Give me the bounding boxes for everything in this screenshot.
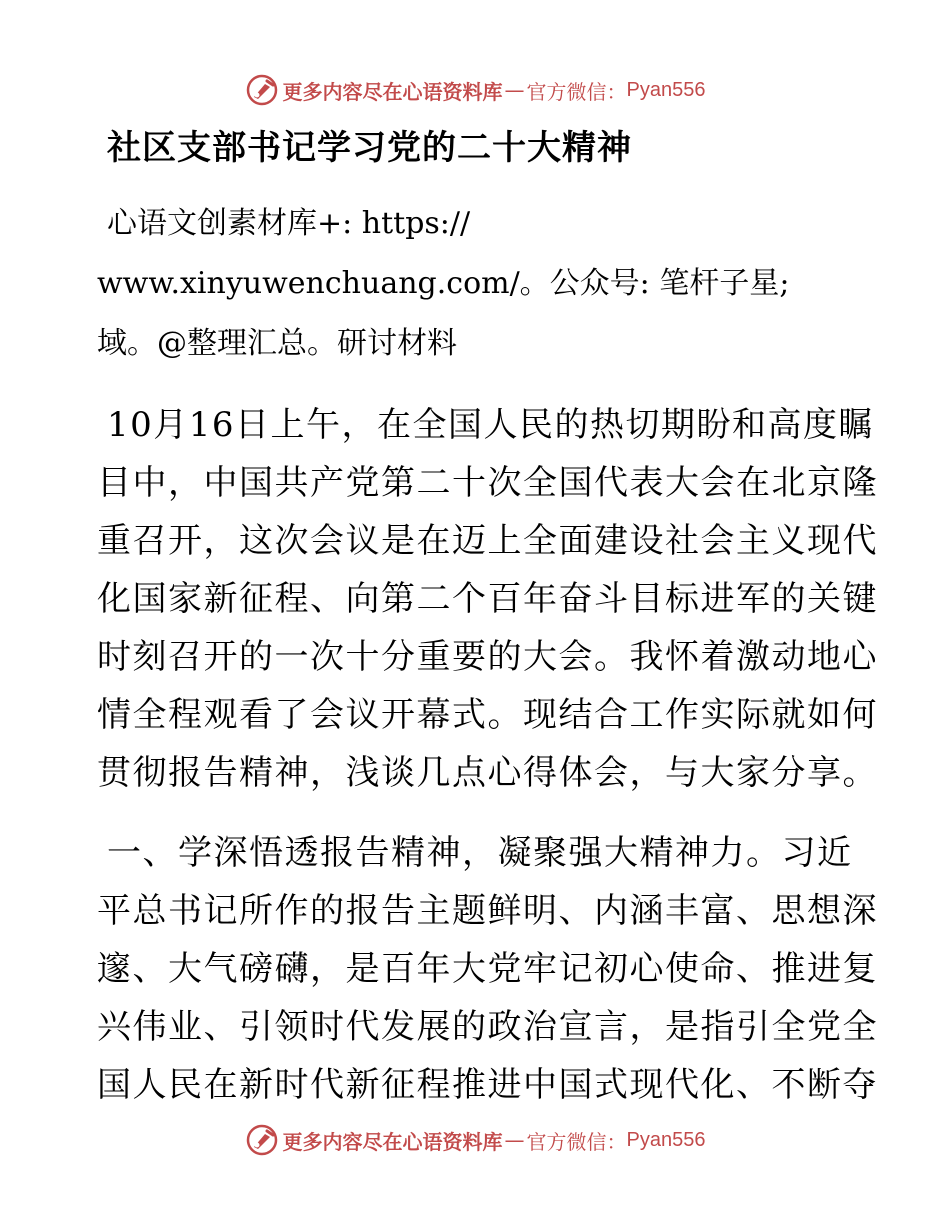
banner-contact-handle: Pyan556: [626, 1128, 706, 1151]
source-line: www.xinyuwenchuang.com/。公众号: 笔杆子星;: [97, 266, 790, 301]
document-title: 社区支部书记学习党的二十大精神: [107, 128, 632, 168]
banner-contact-handle: Pyan556: [626, 78, 706, 101]
paragraph-line: 邃、大气磅礴，是百年大党牢记初心使命、推进复: [97, 949, 878, 989]
footer-banner: [0, 1120, 950, 1160]
paragraph-line: 目中，中国共产党第二十次全国代表大会在北京隆: [97, 463, 878, 503]
source-line: 心语文创素材库+: https://: [107, 206, 471, 241]
banner-slogan: 更多内容尽在心语资料库: [282, 1129, 503, 1154]
paragraph-line: 情全程观看了会议开幕式。现结合工作实际就如何: [97, 695, 878, 735]
paragraph-line: 一、学深悟透报告精神，凝聚强大精神力。习近: [107, 833, 853, 873]
banner-contact-label: 官方微信：: [526, 79, 627, 104]
banner-separator: —: [504, 1128, 525, 1152]
source-note: [97, 194, 857, 374]
banner-contact-label: 官方微信：: [526, 1129, 627, 1154]
pen-nib-logo-icon: [245, 73, 279, 107]
paragraph-line: 化国家新征程、向第二个百年奋斗目标进军的关键: [97, 579, 878, 619]
paragraph-line: 重召开，这次会议是在迈上全面建设社会主义现代: [97, 521, 878, 561]
paragraph-line: 贯彻报告精神，浅谈几点心得体会，与大家分享。: [97, 753, 878, 793]
pen-nib-logo-icon: [245, 1123, 279, 1157]
paragraph-line: 10月16日上午，在全国人民的热切期盼和高度瞩: [107, 405, 875, 445]
paragraph-line: 平总书记所作的报告主题鲜明、内涵丰富、思想深: [97, 891, 878, 931]
header-banner: [0, 70, 950, 110]
paragraph-line: 兴伟业、引领时代发展的政治宣言，是指引全党全: [97, 1007, 878, 1047]
paragraph-line: 时刻召开的一次十分重要的大会。我怀着激动地心: [97, 637, 878, 677]
document-body: [97, 124, 878, 1114]
source-line: 域。@整理汇总。研讨材料: [97, 326, 457, 361]
paragraph-intro: [97, 396, 878, 802]
banner-separator: —: [504, 78, 525, 102]
paragraph-section-one: [97, 824, 878, 1114]
banner-slogan: 更多内容尽在心语资料库: [282, 79, 503, 104]
paragraph-line: 国人民在新时代新征程推进中国式现代化、不断夺: [97, 1065, 878, 1105]
